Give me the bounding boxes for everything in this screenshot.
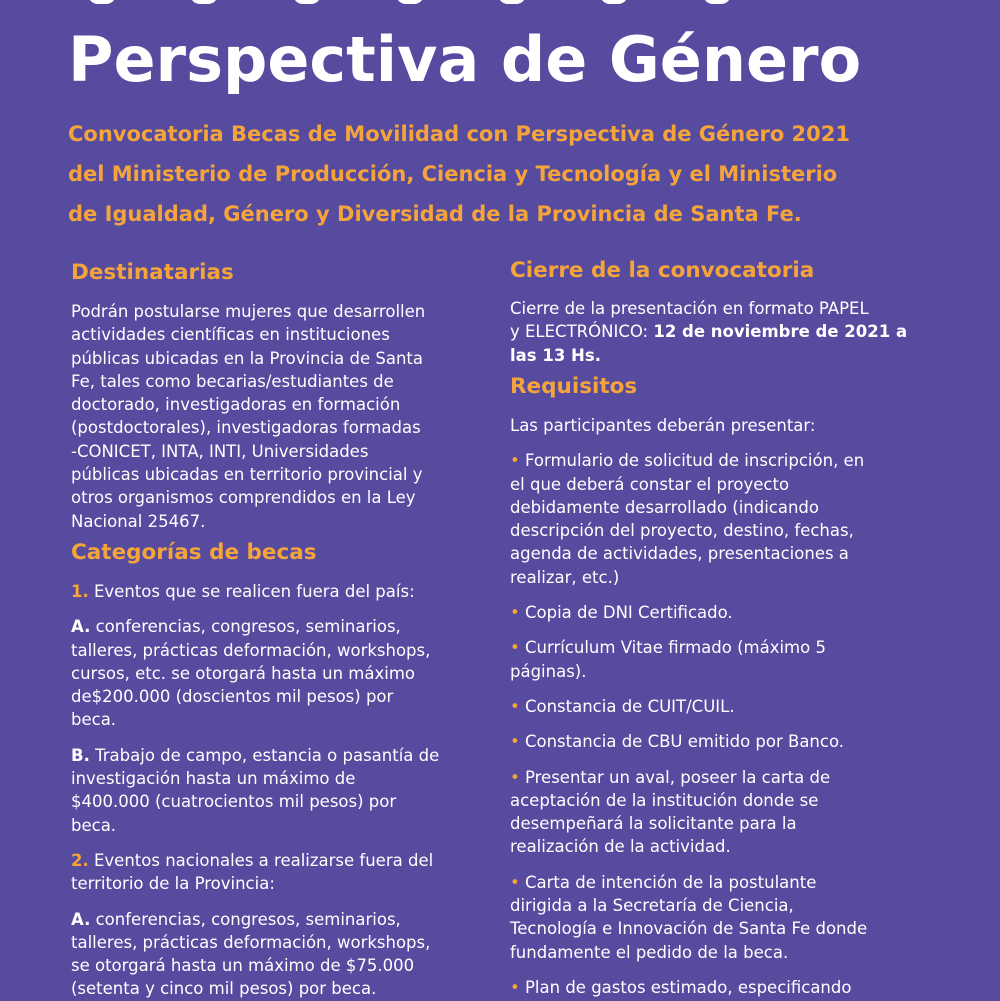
categoria-item-1 bbox=[71, 580, 483, 603]
deadline-time: las 13 Hs. bbox=[510, 345, 601, 365]
text-line: territorio de la Provincia: bbox=[71, 874, 275, 894]
section-heading: Requisitos bbox=[510, 374, 638, 399]
requisito-item bbox=[510, 601, 930, 624]
text-line: beca. bbox=[71, 710, 117, 730]
text-line: fundamente el pedido de la beca. bbox=[510, 942, 789, 962]
text-line: Cierre de la presentación en formato PAPEL bbox=[510, 299, 869, 318]
text-line: conferencias, congresos, seminarios, bbox=[90, 909, 401, 929]
section-heading: Categorías de becas bbox=[71, 540, 317, 565]
text-line: dirigida a la Secretaría de Ciencia, bbox=[510, 896, 794, 916]
text-line: se otorgará hasta un máximo de $75.000 bbox=[71, 956, 415, 976]
text-line: talleres, prácticas deformación, workshops, bbox=[71, 640, 431, 660]
cierre-text bbox=[510, 297, 930, 367]
requisito-item bbox=[510, 449, 930, 589]
decorative-tab bbox=[88, 0, 116, 4]
text-line: desempeñará la solicitante para la bbox=[510, 814, 797, 834]
decorative-tab bbox=[498, 0, 526, 4]
section-heading: Cierre de la convocatoria bbox=[510, 258, 815, 283]
text-line: beca. bbox=[71, 815, 117, 835]
categoria-item-1a bbox=[71, 615, 483, 731]
requisito-item bbox=[510, 766, 930, 859]
subtitle-line: Convocatoria Becas de Movilidad con Perspectiva de Género 2021 bbox=[68, 122, 851, 146]
bullet-icon: • bbox=[510, 977, 520, 997]
requisito-item bbox=[510, 871, 930, 964]
top-decorative-strip bbox=[0, 0, 1000, 8]
item-number: 1. bbox=[71, 582, 89, 601]
text-line: actividades científicas en instituciones bbox=[71, 325, 390, 345]
text-line: -CONICET, INTA, INTI, Universidades bbox=[71, 441, 369, 461]
text-line: públicas ubicadas en la Provincia de Santa bbox=[71, 348, 424, 368]
bullet-icon: • bbox=[510, 603, 520, 623]
text-line: públicas ubicadas en territorio provincial y bbox=[71, 465, 423, 485]
text-line: talleres, prácticas deformación, workshops, bbox=[71, 932, 431, 952]
text-line: Trabajo de campo, estancia o pasantía de bbox=[89, 745, 440, 765]
text-line: Presentar un aval, poseer la carta de bbox=[519, 767, 831, 787]
text-line: Formulario de solicitud de inscripción, en bbox=[519, 451, 865, 471]
bullet-icon: • bbox=[510, 696, 520, 716]
text-line: cursos, etc. se otorgará hasta un máximo bbox=[71, 663, 415, 683]
text-line: el que deberá constar el proyecto bbox=[510, 474, 790, 494]
section-destinatarias bbox=[71, 256, 483, 533]
destinatarias-text bbox=[71, 300, 483, 533]
requisito-item bbox=[510, 636, 930, 683]
text-line: de$200.000 (doscientos mil pesos) por bbox=[71, 687, 394, 707]
text-line: agenda de actividades, presentaciones a bbox=[510, 544, 849, 564]
text-line: $400.000 (cuatrocientos mil pesos) por bbox=[71, 792, 397, 812]
text-line: descripción del proyecto, destino, fechas, bbox=[510, 521, 854, 541]
text-line: Constancia de CUIT/CUIL. bbox=[519, 696, 735, 716]
text-line: otros organismos comprendidos en la Ley bbox=[71, 488, 416, 508]
decorative-tab bbox=[396, 0, 424, 4]
subtitle-line: del Ministerio de Producción, Ciencia y Tecnología y el Ministerio bbox=[68, 162, 838, 186]
text-line: aceptación de la institución donde se bbox=[510, 790, 819, 810]
text-line: debidamente desarrollado (indicando bbox=[510, 497, 819, 517]
decorative-tab bbox=[293, 0, 321, 4]
section-cierre bbox=[510, 254, 930, 367]
categoria-item-1b bbox=[71, 744, 483, 837]
decorative-tab bbox=[703, 0, 731, 4]
item-text: Eventos que se realicen fuera del país: bbox=[88, 582, 415, 601]
text-line: realizar, etc.) bbox=[510, 567, 620, 587]
item-number: 2. bbox=[71, 850, 89, 870]
categoria-item-2a bbox=[71, 908, 483, 1001]
text-line: Currículum Vitae firmado (máximo 5 bbox=[519, 638, 826, 658]
requisito-item bbox=[510, 976, 930, 999]
bullet-icon: • bbox=[510, 732, 520, 752]
text-line: Tecnología e Innovación de Santa Fe donde bbox=[510, 919, 868, 939]
text-line: Copia de DNI Certificado. bbox=[519, 603, 733, 623]
requisitos-intro: Las participantes deberán presentar: bbox=[510, 416, 816, 435]
item-letter: A. bbox=[71, 617, 91, 637]
text-line: Constancia de CBU emitido por Banco. bbox=[519, 732, 845, 752]
text-line: Podrán postularse mujeres que desarrollen bbox=[71, 302, 426, 321]
requisito-item bbox=[510, 730, 930, 753]
text-line: realización de la actividad. bbox=[510, 837, 731, 857]
section-categorias bbox=[71, 536, 483, 1001]
text-line: Carta de intención de la postulante bbox=[519, 872, 817, 892]
bullet-icon: • bbox=[510, 872, 520, 892]
text-line: y ELECTRÓNICO: bbox=[510, 322, 654, 342]
deadline-date: 12 de noviembre de 2021 a bbox=[653, 322, 908, 342]
text-line: investigación hasta un máximo de bbox=[71, 769, 356, 789]
bullet-icon: • bbox=[510, 638, 520, 658]
subtitle-line: de Igualdad, Género y Diversidad de la Provincia de Santa Fe. bbox=[68, 202, 802, 226]
text-line: páginas). bbox=[510, 661, 587, 681]
text-line: doctorado, investigadoras en formación bbox=[71, 395, 401, 415]
requisito-item bbox=[510, 695, 930, 718]
bullet-icon: • bbox=[510, 451, 520, 471]
decorative-tab bbox=[600, 0, 628, 4]
text-line: conferencias, congresos, seminarios, bbox=[90, 617, 401, 637]
text-line: Eventos nacionales a realizarse fuera del bbox=[88, 850, 434, 870]
page-subtitle bbox=[68, 114, 948, 234]
section-heading: Destinatarias bbox=[71, 260, 234, 285]
categoria-item-2 bbox=[71, 849, 483, 896]
section-requisitos bbox=[510, 370, 930, 999]
page-title: Perspectiva de Género bbox=[68, 23, 862, 96]
text-line: (setenta y cinco mil pesos) por beca. bbox=[71, 979, 377, 999]
decorative-tab bbox=[190, 0, 218, 4]
text-line: Plan de gastos estimado, especificando bbox=[519, 977, 852, 997]
text-line: Nacional 25467. bbox=[71, 511, 206, 531]
bullet-icon: • bbox=[510, 767, 520, 787]
text-line: Fe, tales como becarias/estudiantes de bbox=[71, 371, 394, 391]
text-line: (postdoctorales), investigadoras formadas bbox=[71, 418, 421, 438]
item-letter: B. bbox=[71, 745, 90, 765]
item-letter: A. bbox=[71, 909, 91, 929]
